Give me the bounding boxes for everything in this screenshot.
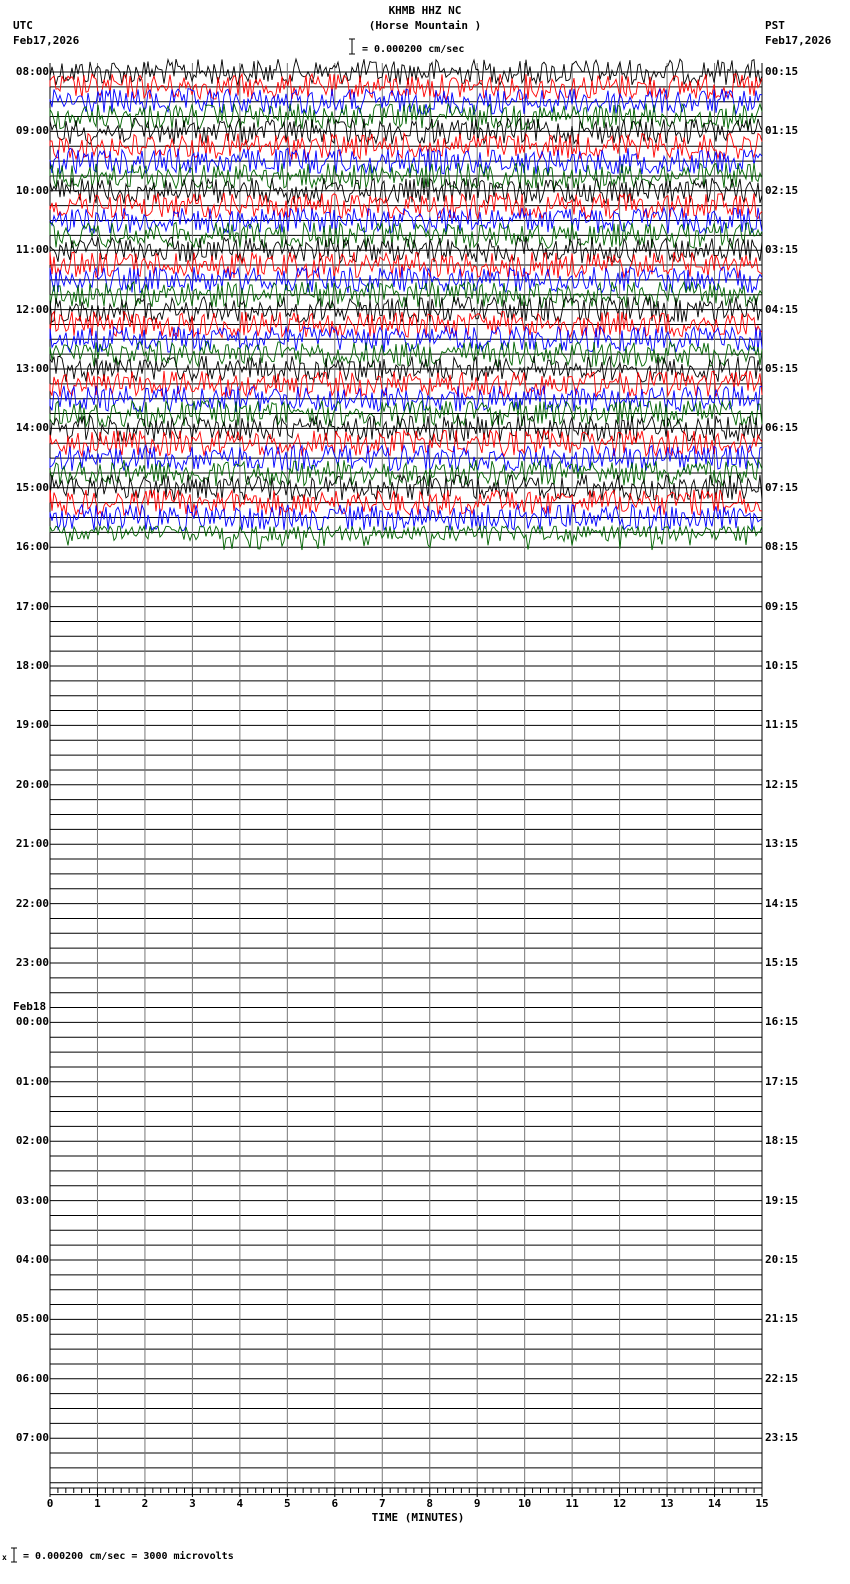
x-tick-label: 7 <box>378 1497 386 1510</box>
utc-hour-label: 12:00 <box>15 302 49 316</box>
pst-hour-label: 16:15 <box>765 1015 799 1029</box>
x-tick-label: 10 <box>518 1497 532 1510</box>
utc-hour-label: 18:00 <box>15 659 49 672</box>
trace-group <box>50 59 762 550</box>
time-axis <box>50 1488 762 1497</box>
utc-hour-label: 21:00 <box>15 837 49 851</box>
pst-hour-label: 09:15 <box>765 599 799 613</box>
x-tick-label: 15 <box>755 1497 769 1510</box>
right-timezone: PST <box>765 19 785 32</box>
left-date: Feb17,2026 <box>13 34 80 47</box>
utc-hour-label: 04:00 <box>15 1253 49 1266</box>
pst-hour-label: 10:15 <box>765 659 799 672</box>
utc-hour-label: 16:00 <box>15 540 49 554</box>
x-tick-label: 6 <box>331 1497 339 1510</box>
utc-hour-label: 20:00 <box>15 777 49 791</box>
minute-gridlines <box>97 63 714 1495</box>
utc-hour-label: 13:00 <box>15 362 49 375</box>
pst-hour-label: 18:15 <box>765 1134 799 1148</box>
x-tick-label: 0 <box>46 1497 54 1510</box>
utc-hour-label: 14:00 <box>15 421 49 435</box>
utc-hour-label: 00:00 <box>15 1015 49 1029</box>
pst-hour-label: 13:15 <box>765 837 799 851</box>
utc-hour-label: 08:00 <box>15 65 49 78</box>
utc-hour-label: 02:00 <box>15 1134 49 1148</box>
utc-hour-label: 19:00 <box>15 718 49 732</box>
x-tick-label: 9 <box>473 1497 481 1510</box>
x-tick-label: 13 <box>660 1497 674 1510</box>
pst-hour-label: 19:15 <box>765 1193 799 1207</box>
utc-hour-label: 03:00 <box>15 1193 49 1207</box>
pst-hour-label: 08:15 <box>765 540 799 554</box>
utc-hour-label: 15:00 <box>15 480 49 494</box>
x-tick-label: 5 <box>284 1497 291 1510</box>
x-tick-label: 12 <box>612 1497 627 1510</box>
x-tick-label: 4 <box>236 1497 244 1510</box>
utc-hour-label: 10:00 <box>15 183 49 197</box>
date-change-label: Feb18 <box>13 1000 47 1014</box>
utc-hour-label: 23:00 <box>15 956 49 969</box>
left-timezone: UTC <box>13 19 33 32</box>
pst-hour-label: 01:15 <box>765 124 799 138</box>
utc-hour-label: 01:00 <box>15 1074 49 1088</box>
utc-hour-label: 05:00 <box>15 1312 49 1326</box>
pst-hour-label: 17:15 <box>765 1074 799 1088</box>
utc-hour-label: 09:00 <box>15 124 49 138</box>
pst-hour-label: 20:15 <box>765 1253 799 1266</box>
x-tick-label: 14 <box>707 1497 722 1510</box>
pst-hour-label: 02:15 <box>765 183 799 197</box>
pst-hour-label: 12:15 <box>765 777 799 791</box>
pst-hour-label: 04:15 <box>765 302 799 316</box>
utc-hour-label: 11:00 <box>15 243 49 257</box>
x-tick-label: 3 <box>189 1497 196 1510</box>
x-tick-label: 2 <box>141 1497 149 1510</box>
utc-hour-label: 22:00 <box>15 896 49 910</box>
station-title: KHMB HHZ NC <box>388 4 462 17</box>
pst-hour-label: 11:15 <box>765 718 799 732</box>
utc-hour-label: 17:00 <box>15 599 49 613</box>
pst-hour-label: 23:15 <box>765 1431 799 1445</box>
footer-scale-note: = 0.000200 cm/sec = 3000 microvolts <box>23 1551 234 1562</box>
pst-hour-label: 22:15 <box>765 1371 799 1385</box>
pst-hour-label: 15:15 <box>765 956 799 969</box>
x-axis-title: TIME (MINUTES) <box>371 1511 465 1524</box>
x-tick-label: 8 <box>426 1497 434 1510</box>
pst-hour-label: 14:15 <box>765 896 799 910</box>
scale-label: = 0.000200 cm/sec <box>362 44 465 55</box>
pst-hour-label: 07:15 <box>765 480 799 494</box>
pst-hour-label: 00:15 <box>765 65 799 78</box>
utc-hour-label: 06:00 <box>15 1371 49 1385</box>
pst-hour-label: 05:15 <box>765 362 799 375</box>
right-date: Feb17,2026 <box>765 34 832 47</box>
x-tick-label: 1 <box>94 1497 101 1510</box>
scale-bar-icon <box>349 39 355 54</box>
footer-scale-icon <box>11 1548 17 1562</box>
utc-hour-label: 07:00 <box>15 1431 49 1445</box>
footer-marker: x <box>2 1553 7 1562</box>
pst-hour-label: 03:15 <box>765 243 799 257</box>
x-tick-label: 11 <box>565 1497 579 1510</box>
station-location: (Horse Mountain ) <box>368 19 482 32</box>
seismic-trace <box>50 526 762 550</box>
pst-hour-label: 21:15 <box>765 1312 799 1326</box>
pst-hour-label: 06:15 <box>765 421 799 435</box>
